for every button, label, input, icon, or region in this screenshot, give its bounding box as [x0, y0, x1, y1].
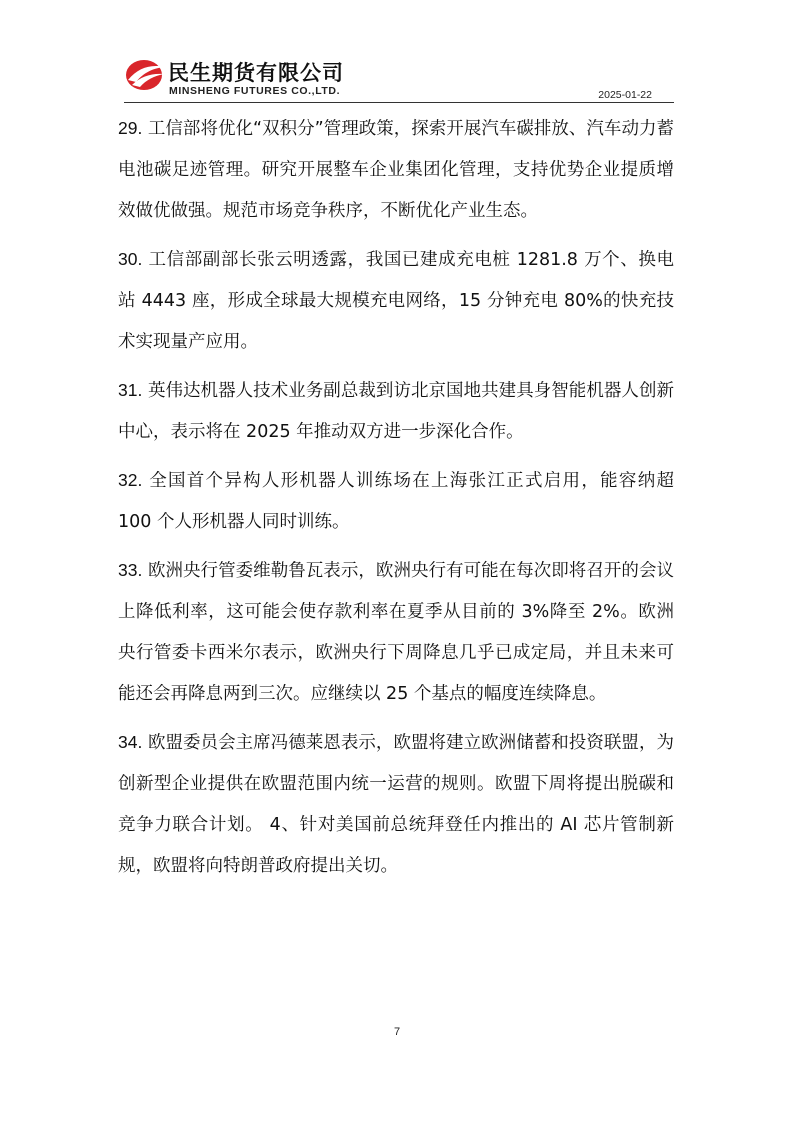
company-name-en: MINSHENG FUTURES CO.,LTD. — [169, 85, 341, 97]
item-number: 34. — [118, 732, 143, 752]
item-number: 33. — [118, 560, 143, 580]
news-item — [118, 239, 674, 363]
item-number: 31. — [118, 380, 143, 400]
item-number: 29. — [118, 118, 143, 138]
item-number: 32. — [118, 470, 143, 490]
page-number: 7 — [393, 1026, 401, 1038]
minsheng-logo-icon — [124, 58, 166, 92]
item-text: 工信部副部长张云明透露，我国已建成充电桩 1281.8 万个、换电站 4443 座，形成全球最大规模充电网络，15 分钟充电 80%的快充技术实现量产应用。 — [118, 250, 674, 352]
news-item — [118, 460, 674, 543]
item-text: 全国首个异构人形机器人训练场在上海张江正式启用，能容纳超 100 个人形机器人同时训练。 — [118, 471, 674, 532]
news-item — [118, 550, 674, 715]
item-number: 30. — [118, 249, 143, 269]
company-name-cn: 民生期货有限公司 — [168, 61, 344, 85]
item-text: 英伟达机器人技术业务副总裁到访北京国地共建具身智能机器人创新中心，表示将在 2025 年推动双方进一步深化合作。 — [118, 381, 674, 442]
news-item — [118, 108, 674, 232]
news-item — [118, 722, 674, 887]
item-text: 工信部将优化“双积分”管理政策，探索开展汽车碳排放、汽车动力蓄电池碳足迹管理。研究开展整车企业集团化管理，支持优势企业提质增效做优做强。规范市场竞争秩序，不断优化产业生态。 — [118, 119, 674, 221]
news-item — [118, 370, 674, 453]
item-text: 欧盟委员会主席冯德莱恩表示，欧盟将建立欧洲储蓄和投资联盟，为创新型企业提供在欧盟范围内统一运营的规则。欧盟下周将提出脱碳和竞争力联合计划。 4、针对美国前总统拜登任内推出的 AI 芯片管制新规，欧盟将向特朗普政府提出关切。 — [118, 733, 674, 876]
item-text: 欧洲央行管委维勒鲁瓦表示，欧洲央行有可能在每次即将召开的会议上降低利率，这可能会使存款利率在夏季从目前的 3%降至 2%。欧洲央行管委卡西米尔表示，欧洲央行下周降息几乎已成定局，并且未来可能还会再降息两到三次。应继续以 25 个基点的幅度连续降息。 — [118, 561, 674, 704]
page-header — [124, 56, 674, 102]
news-list — [118, 108, 674, 894]
report-date: 2025-01-22 — [598, 89, 652, 101]
header-divider — [124, 102, 674, 103]
